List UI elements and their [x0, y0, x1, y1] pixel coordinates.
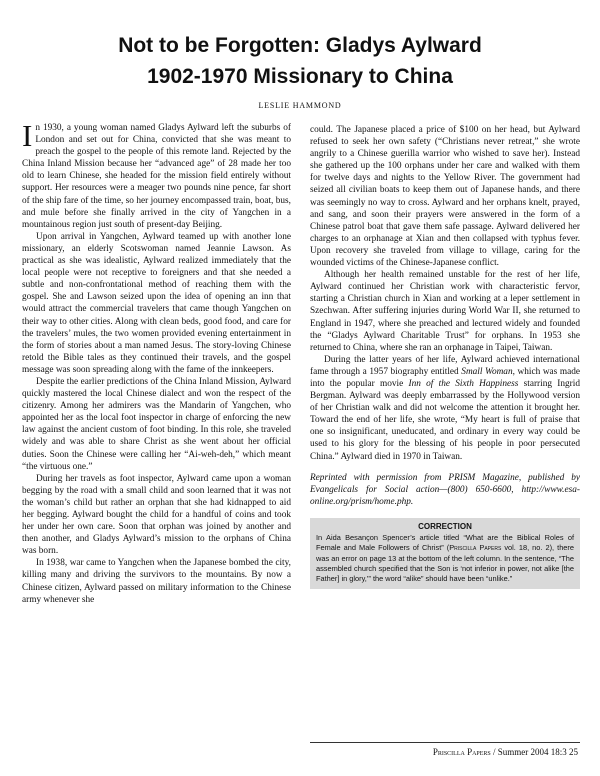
drop-cap: I [22, 118, 33, 153]
paragraph: During the latter years of her life, Aylward achieved international fame through a 1957 biography entitled Small Woman, which was made into the popular movie Inn of the Sixth Happiness starring Ingrid Bergman. Aylward was deeply embarrassed by the Hollywood version of her Christian walk and did not welcome the attention it brought her. Toward the end of her life, she wrote, “My heart is full of praise that one so insignificant, uneducated, and ordinary in every way could be used to his glory for the blessing of his people in poor persecuted China.” Aylward died in 1970 in Taiwan. [310, 354, 580, 462]
article-title [0, 30, 600, 92]
correction-box [310, 518, 580, 589]
author-byline: LESLIE HAMMOND [258, 101, 342, 110]
footer-issue: / Summer 2004 18:3 25 [490, 747, 578, 757]
title-line-1: Not to be Forgotten: Gladys Aylward [118, 34, 482, 57]
reprint-notice: Reprinted with permission from PRISM Magazine, published by Evangelicals for Social action—(800) 650-6600, http://www.esa-online.org/prism/home.php. [310, 472, 580, 507]
paragraph: In 1938, war came to Yangchen when the Japanese bombed the city, killing many and driving the survivors to the mountains. By now a Chinese citizen, Aylward passed on military information to the Chinese army whenever she [22, 558, 291, 605]
movie-title: Inn of the Sixth Happiness [408, 378, 519, 389]
paragraph: During her travels as foot inspector, Aylward came upon a woman begging by the road with a small child and soon learned that it was not the woman’s child but rather an orphan that she had kidnapped to aid her begging. Aylward bought the child for a handful of coins and took her under her own care. Soon that orphan was joined by another and then another, and Gladys Aylward’s mission to the orphans of China was born. [22, 473, 291, 557]
page-footer [433, 747, 578, 757]
paragraph: could. The Japanese placed a price of $100 on her head, but Aylward refused to seek her own safety (“Christians never retreat,” she wrote angrily to a Chinese guerilla warrior who wished to save her). Instead she gathered up the 100 orphans under her care and walked with them for twelve days and nights to the Yellow River. The government had seized all civilian boats to keep them out of Japanese hands, and there was seemingly no way to cross. Aylward and her orphans knelt, prayed, and sang, and soon their prayers were answered in the form of a Chinese patrol boat that gave them safe passage. Aylward delivered her charges to an orphanage at Xian and then collapsed with typhus fever. Upon recovery she traveled from village to village, caring for the wounded victims of the Chinese-Japanese conflict. [310, 125, 580, 269]
paragraph: Upon arrival in Yangchen, Aylward teamed up with another lone missionary, an elderly Scotswoman named Jeannie Lawson. As practical as she was idealistic, Aylward realized immediately that the local people were not receptive to foreigners and that she needed a subtle and non-confrontational method of reaching them with the gospel. She and Lawson seized upon the idea of opening an inn that would attract the commercial travelers that came though Yangchen on their way to other cities. Along with clean beds, good food, and care for the travelers’ mules, the two women provided evening entertainment in the form of stories about a man named Jesus. The story-loving Chinese retold the Bible tales as they continued their travels, and the gospel message was soon spreading along with the fame of the innkeepers. [22, 231, 291, 375]
paragraph: In 1930, a young woman named Gladys Aylward left the suburbs of London and set out for China, convicted that she was meant to preach the gospel to the people of this remote land. Rejected by the China Inland Mission because her “advanced age” of 28 made her too old to learn Chinese, she headed for the mission field entirely without support. Her resources were a meager two pounds nine pence, far short of the ship fare of the time, so her journey encompassed train, boat, bus, and mule before she finally arrived in the city of Yangchen in a mountainous region just south of present-day Beijing. [22, 118, 291, 230]
title-line-2: 1902-1970 Missionary to China [147, 65, 453, 88]
left-column [22, 118, 291, 606]
footer-journal: Priscilla Papers [432, 747, 491, 757]
journal-name: Priscilla Papers [449, 543, 502, 553]
book-title: Small Woman [461, 366, 513, 377]
paragraph: Although her health remained unstable for the rest of her life, Aylward continued her Christian work with characteristic fervor, starting a Christian church in Xian and working at a leper settlement in Szechwan. After suffering injuries during World War II, she returned to England in 1947, where she preached and lectured widely and founded the “Gladys Aylward Charitable Trust” for orphans. In 1953 she returned to China, where she ran an orphanage in Taipei, Taiwan. [310, 270, 580, 353]
right-column [310, 124, 580, 589]
paragraph: Despite the earlier predictions of the China Inland Mission, Aylward quickly mastered the local Chinese dialect and won the respect of the citizenry. Among her admirers was the Mandarin of Yangchen, who appointed her as the local foot inspector in charge of enforcing the new law against the ancient custom of foot binding. In this role, she traveled widely and was able to share Christ as she went about her official duties. Soon the Chinese were calling her “Ai-weh-deh,” which meant “the virtuous one.” [22, 376, 291, 472]
footer-rule [310, 742, 580, 743]
correction-title: CORRECTION [418, 521, 472, 531]
correction-text: In Aida Besançon Spencer’s article titled “What are the Biblical Roles of Female and Male Followers of Christ” (Priscilla Papers vol. 18, no. 2), there was an error on page 13 at the bottom of the left column. In the sentence, “The assembled church specified that the Son is ‘not inferior in power, not alike [the Father] in glory,’” the word “alike” should have been “unlike.” [316, 533, 574, 583]
